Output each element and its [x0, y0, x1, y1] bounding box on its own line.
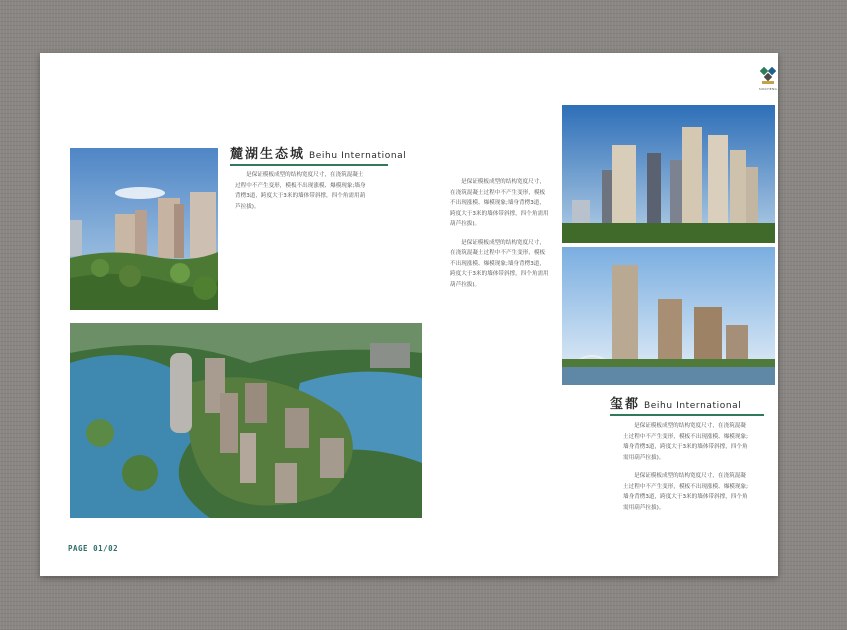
page-number: PAGE 01/02 — [68, 544, 119, 553]
logo-caption: SINCHENG — [758, 87, 778, 91]
middle-paragraph-2: 是保证模板成型的结构宽度尺寸，在浇筑混凝土过程中不产生变形，模板不出现涨模、爆模现象;墙身背楞3道，跨度大于3米的墙体带斜撑，四个角需用葫芦拉拔)。 — [450, 239, 549, 288]
section-right-rule — [610, 414, 764, 416]
middle-paragraph-1: 是保证模板成型的结构宽度尺寸，在浇筑混凝土过程中不产生变形，模板不出现涨模、爆模现象;墙身背楞3道，跨度大于3米的墙体带斜撑，四个角需用葫芦拉拔)。 — [450, 179, 549, 227]
section-right-body — [623, 421, 751, 513]
section-right-header — [610, 393, 770, 416]
section-right-title-en: Beihu International — [644, 401, 742, 411]
section-left-title-en: Beihu International — [309, 151, 407, 161]
section-left-header — [230, 143, 407, 166]
section-left-rule — [230, 164, 388, 166]
section-right-paragraph-1: 是保证模板成型的结构宽度尺寸，在浇筑混凝土过程中不产生变形，模板不出现涨模、爆模现象;墙身背楞3道，跨度大于3米的墙体带斜撑，四个角需用葫芦拉拔)。 — [623, 423, 748, 461]
brochure-spread — [40, 53, 778, 576]
section-left-title-zh: 麓湖生态城 — [230, 147, 306, 162]
section-left-paragraph: 是保证模板成型的结构宽度尺寸，在浇筑混凝土过程中不产生变形，模板不出现涨模、爆模现象;墙身背楞3道，跨度大于3米的墙体带斜撑，四个角需用葫芦拉拔)。 — [235, 172, 366, 210]
photo-waterfront-towers — [562, 247, 775, 385]
section-left-body — [235, 170, 367, 212]
middle-text-block — [450, 177, 550, 290]
photo-lake-aerial — [70, 323, 422, 518]
brand-logo — [755, 66, 781, 92]
section-right-paragraph-2: 是保证模板成型的结构宽度尺寸，在浇筑混凝土过程中不产生变形，模板不出现涨模、爆模现象;墙身背楞3道，跨度大于3米的墙体带斜撑，四个角需用葫芦拉拔)。 — [623, 473, 748, 511]
photo-estate-aerial — [70, 148, 218, 310]
photo-towers-skyline — [562, 105, 775, 243]
section-right-title-zh: 玺都 — [610, 397, 641, 412]
